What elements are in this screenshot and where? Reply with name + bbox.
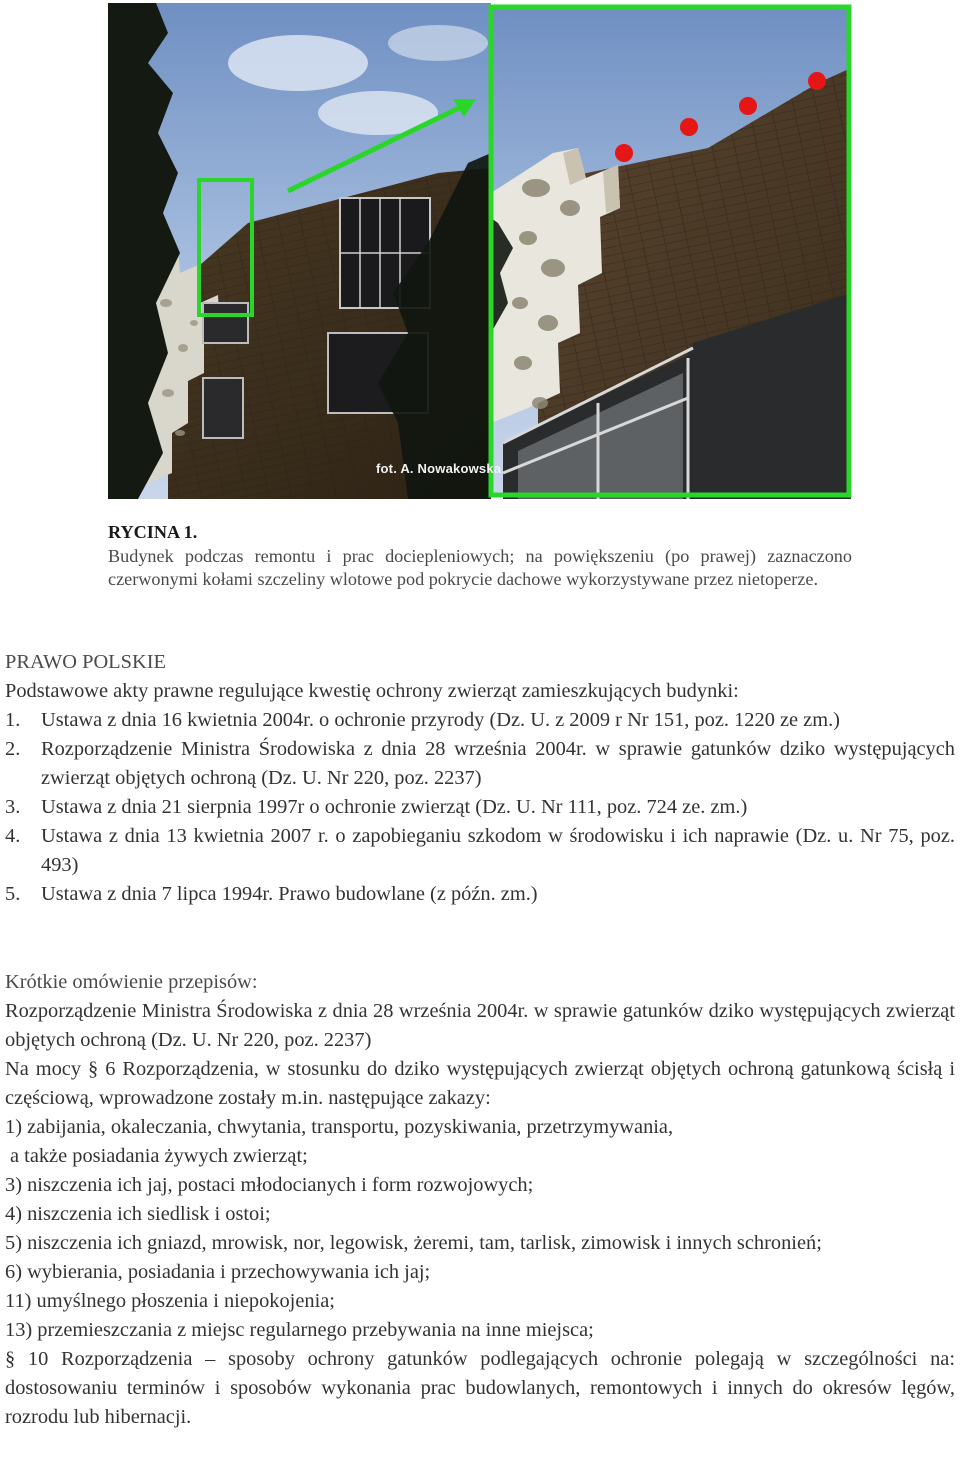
ban-item: 4) niszczenia ich siedlisk i ostoi; [5, 1203, 271, 1225]
law-item-num: 1. [5, 709, 21, 731]
caption-title: RYCINA 1. [108, 522, 198, 542]
law-item [5, 706, 955, 735]
law-item [5, 793, 955, 822]
section-6-text: Na mocy § 6 Rozporządzenia, w stosunku do dziko występujących zwierząt objętych ochroną gatunkową ścisłą i częściową, wprowadzone zostały m.in. następujące zakazy: [5, 1058, 955, 1109]
ban-item: a także posiadania żywych zwierząt; [10, 1145, 308, 1167]
law-item-text: Rozporządzenie Ministra Środowiska z dnia 28 września 2004r. w sprawie gatunków dziko występujących zwierząt objętych ochroną (Dz. U. Nr 220, poz. 2237) [41, 738, 955, 789]
law-item-text: Ustawa z dnia 21 sierpnia 1997r o ochronie zwierząt (Dz. U. Nr 111, poz. 724 ze. zm.) [41, 796, 748, 818]
section-10-text: § 10 Rozporządzenia – sposoby ochrony gatunków podlegających ochronie polegają w szczególności na: dostosowaniu terminów i sposobów wykonania prac budowlanych, remontowych i innych do okresów lęgów, rozrodu lub hibernacji. [5, 1348, 955, 1428]
ban-item: 3) niszczenia ich jaj, postaci młodocianych i form rozwojowych; [5, 1174, 534, 1196]
law-item [5, 735, 955, 793]
ban-item: 6) wybierania, posiadania i przechowywania ich jaj; [5, 1261, 431, 1283]
ban-item: 1) zabijania, okaleczania, chwytania, transportu, pozyskiwania, przetrzymywania, [5, 1116, 674, 1138]
building-photo [108, 3, 854, 499]
photo-credit: fot. A. Nowakowska [376, 461, 502, 476]
law-intro: Podstawowe akty prawne regulujące kwestię ochrony zwierząt zamieszkujących budynki: [5, 680, 739, 702]
law-item-num: 2. [5, 738, 21, 760]
ban-item: 13) przemieszczania z miejsc regularnego przebywania na inne miejsca; [5, 1319, 594, 1341]
regulation-title: Rozporządzenie Ministra Środowiska z dnia 28 września 2004r. w sprawie gatunków dziko występujących zwierząt objętych ochroną (Dz. U. Nr 220, poz. 2237) [5, 1000, 955, 1051]
law-heading: PRAWO POLSKIE [5, 651, 166, 673]
ban-item: 5) niszczenia ich gniazd, mrowisk, nor, legowisk, żeremi, tam, tarlisk, zimowisk i innych schronień; [5, 1232, 822, 1254]
law-section [5, 648, 955, 909]
summary-section [5, 968, 955, 1432]
law-item [5, 822, 955, 880]
law-item-num: 4. [5, 825, 21, 847]
law-item-text: Ustawa z dnia 13 kwietnia 2007 r. o zapobieganiu szkodom w środowisku i ich naprawie (Dz. u. Nr 75, poz. 493) [41, 825, 955, 876]
law-item-num: 5. [5, 883, 21, 905]
law-item [5, 880, 955, 909]
ban-item: 11) umyślnego płoszenia i niepokojenia; [5, 1290, 335, 1312]
law-item-text: Ustawa z dnia 7 lipca 1994r. Prawo budowlane (z późn. zm.) [41, 883, 538, 905]
figure-caption [108, 521, 852, 592]
law-item-text: Ustawa z dnia 16 kwietnia 2004r. o ochronie przyrody (Dz. U. z 2009 r Nr 151, poz. 1220 ze zm.) [41, 709, 840, 731]
summary-heading: Krótkie omówienie przepisów: [5, 971, 258, 993]
caption-text: Budynek podczas remontu i prac dociepleniowych; na powiększeniu (po prawej) zaznaczono czerwonymi kołami szczeliny wlotowe pod pokrycie dachowe wykorzystywane przez nietoperze. [108, 545, 852, 590]
law-list [5, 706, 955, 909]
law-item-num: 3. [5, 796, 21, 818]
